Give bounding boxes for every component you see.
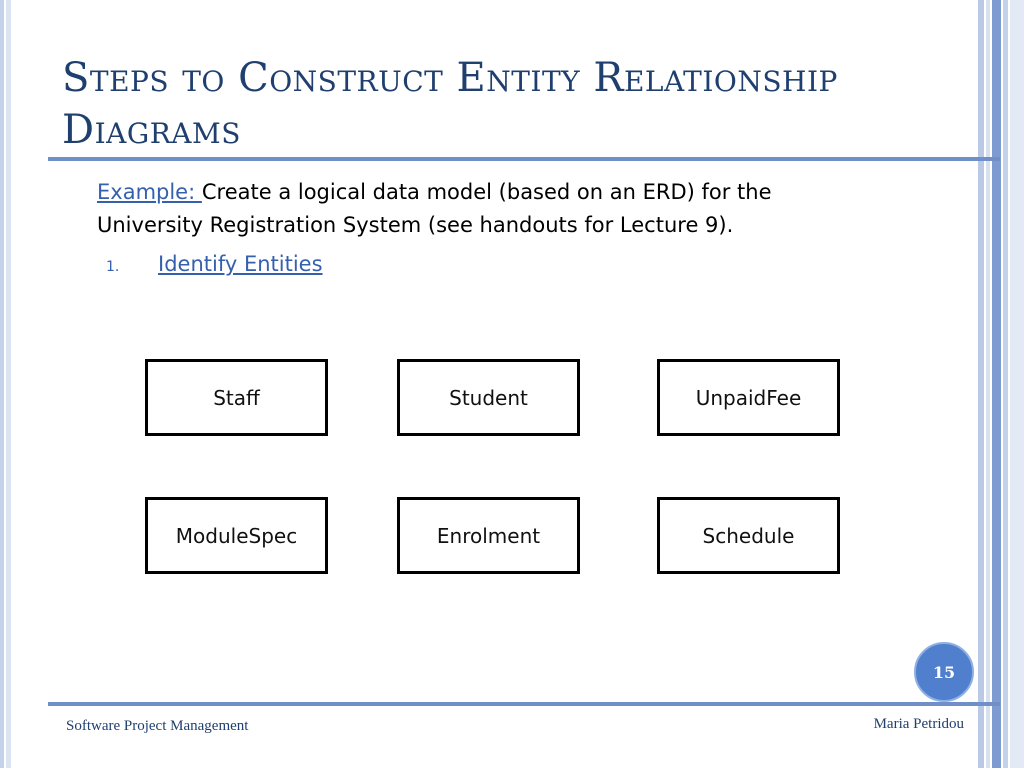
footer-author: Maria Petridou: [873, 716, 964, 732]
page-number-badge: 15: [914, 642, 974, 702]
title-divider: [48, 157, 1000, 161]
entity-box-staff: Staff: [145, 359, 328, 436]
right-decorative-stripe: [978, 0, 984, 768]
entity-box-enrolment: Enrolment: [397, 497, 580, 574]
step-item: [106, 252, 323, 276]
footer-course: Software Project Management: [66, 718, 249, 734]
entity-box-schedule: Schedule: [657, 497, 840, 574]
entity-box-student: Student: [397, 359, 580, 436]
right-decorative-stripe: [1003, 0, 1008, 768]
right-decorative-stripe: [986, 0, 990, 768]
example-text: Create a logical data model (based on an ERD) for the University Registration System (see handouts for Lecture 9).: [97, 180, 772, 237]
right-decorative-stripe: [1010, 0, 1024, 768]
step-number: 1.: [106, 259, 120, 275]
example-paragraph: [97, 176, 877, 242]
example-lead: Example:: [97, 180, 202, 204]
right-decorative-stripe: [992, 0, 1001, 768]
entity-box-modulespec: ModuleSpec: [145, 497, 328, 574]
footer-divider: [48, 702, 1000, 706]
slide-title: Steps to Construct Entity Relationship Diagrams: [62, 55, 838, 153]
entity-box-unpaidfee: UnpaidFee: [657, 359, 840, 436]
step-label: Identify Entities: [158, 252, 323, 276]
left-decorative-stripe: [0, 0, 11, 768]
